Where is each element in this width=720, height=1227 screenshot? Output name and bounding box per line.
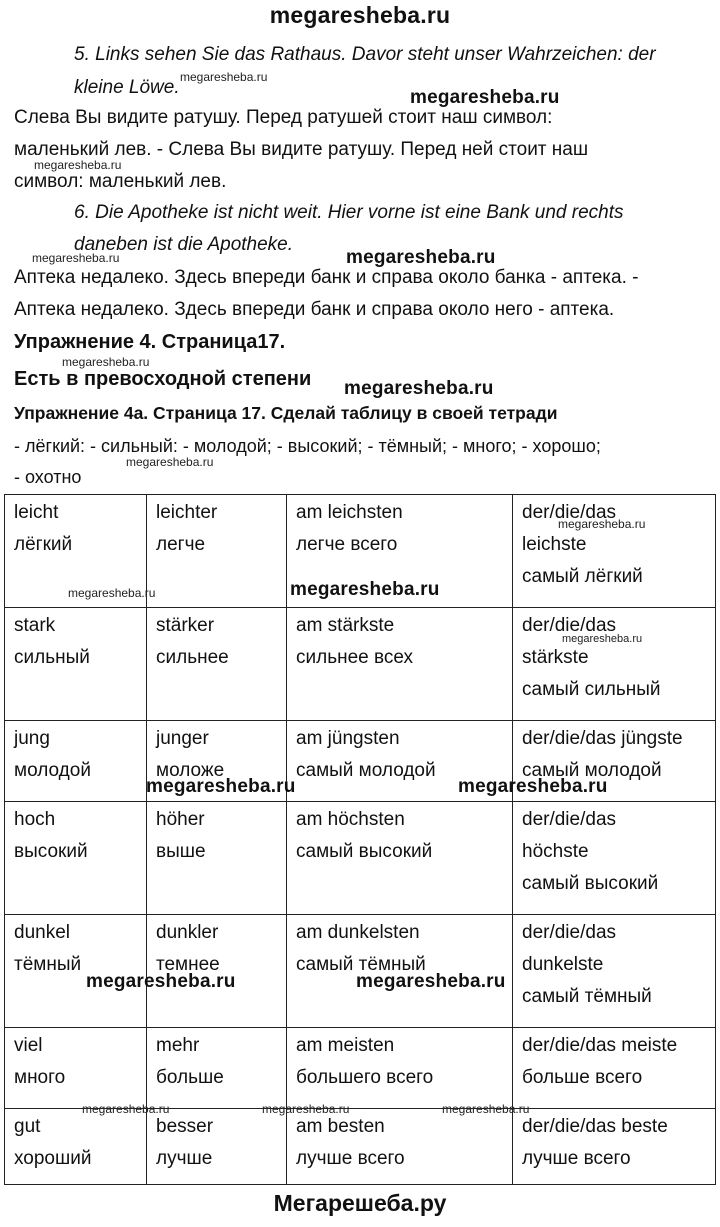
watermark: megaresheba.ru: [558, 517, 646, 531]
table-row: [5, 608, 716, 721]
item6-german-line-2: daneben ist die Apotheke.: [74, 234, 294, 255]
table-cell-comparative: junger моложе: [147, 721, 287, 802]
table-cell-superlative-article: der/die/das stärkste самый сильный: [513, 608, 716, 721]
table-cell-comparative: dunkler темнее: [147, 915, 287, 1028]
exercise4a-words-line-1: - лёгкий: - сильный: - молодой; - высокий; - тёмный; - много; - хорошо;: [14, 436, 601, 456]
footer-title: Мегарешеба.ру: [273, 1190, 447, 1216]
watermark: megaresheba.ru: [262, 1102, 350, 1116]
table-cell-positive: hoch высокий: [5, 802, 147, 915]
table-cell-superlative-am: am besten лучше всего: [287, 1109, 513, 1185]
exercise4a-heading: Упражнение 4a. Страница 17. Сделай таблицу в своей тетради: [14, 403, 558, 423]
table-cell-positive: stark сильный: [5, 608, 147, 721]
watermark: megaresheba.ru: [356, 971, 506, 992]
watermark: megaresheba.ru: [442, 1102, 530, 1116]
table-row: [5, 1028, 716, 1109]
watermark: megaresheba.ru: [562, 633, 643, 645]
exercise4-subheading: Есть в превосходной степени: [14, 368, 312, 390]
table-cell-superlative-article: der/die/das jüngste самый молодой: [513, 721, 716, 802]
table-cell-superlative-am: am höchsten самый высокий: [287, 802, 513, 915]
table-cell-comparative: mehr больше: [147, 1028, 287, 1109]
table-cell-superlative-am: am jüngsten самый молодой: [287, 721, 513, 802]
table-cell-positive: viel много: [5, 1028, 147, 1109]
table-cell-comparative: höher выше: [147, 802, 287, 915]
table-cell-superlative-article: der/die/das höchste самый высокий: [513, 802, 716, 915]
item6-russian-line-1: Аптека недалеко. Здесь впереди банк и справа около банка - аптека. -: [14, 267, 639, 288]
watermark: megaresheba.ru: [344, 378, 494, 399]
table-cell-superlative-article: der/die/das leichste самый лёгкий: [513, 495, 716, 608]
table-cell-comparative: leichter легче: [147, 495, 287, 608]
table-cell-positive: leicht лёгкий: [5, 495, 147, 608]
site-title: megaresheba.ru: [269, 2, 451, 28]
watermark: megaresheba.ru: [146, 776, 296, 797]
item5-russian-line-2: маленький лев. - Слева Вы видите ратушу. Перед ней стоит наш: [14, 139, 589, 160]
item5-russian-line-1: Слева Вы видите ратушу. Перед ратушей стоит наш символ:: [14, 107, 553, 128]
table-row: [5, 721, 716, 802]
table-cell-positive: dunkel тёмный: [5, 915, 147, 1028]
watermark: megaresheba.ru: [290, 579, 440, 600]
watermark: megaresheba.ru: [86, 971, 236, 992]
watermark: megaresheba.ru: [180, 70, 268, 84]
item5-russian-line-3: символ: маленький лев.: [14, 171, 227, 192]
table-row: [5, 802, 716, 915]
item6-russian-line-2: Аптека недалеко. Здесь впереди банк и справа около него - аптека.: [14, 299, 615, 320]
table-cell-comparative: besser лучше: [147, 1109, 287, 1185]
watermark: megaresheba.ru: [34, 158, 122, 172]
table-cell-positive: jung молодой: [5, 721, 147, 802]
table-cell-comparative: stärker сильнее: [147, 608, 287, 721]
table-cell-superlative-article: der/die/das dunkelste самый тёмный: [513, 915, 716, 1028]
item5-german-line-1: 5. Links sehen Sie das Rathaus. Davor steht unser Wahrzeichen: der: [74, 44, 656, 65]
adjective-comparison-table: [4, 494, 716, 1185]
watermark: megaresheba.ru: [346, 247, 496, 268]
watermark: megaresheba.ru: [126, 455, 214, 469]
table-cell-superlative-article: der/die/das beste лучше всего: [513, 1109, 716, 1185]
watermark: megaresheba.ru: [32, 251, 120, 265]
exercise4-heading: Упражнение 4. Страница17.: [14, 331, 286, 353]
watermark: megaresheba.ru: [82, 1102, 170, 1116]
table-cell-superlative-am: am meisten большего всего: [287, 1028, 513, 1109]
watermark: megaresheba.ru: [68, 586, 156, 600]
exercise4a-words-line-2: - охотно: [14, 467, 82, 487]
table-cell-superlative-article: der/die/das meiste больше всего: [513, 1028, 716, 1109]
table-row: [5, 915, 716, 1028]
item6-german-line-1: 6. Die Apotheke ist nicht weit. Hier vorne ist eine Bank und rechts: [74, 202, 624, 223]
table-row: [5, 495, 716, 608]
watermark: megaresheba.ru: [458, 776, 608, 797]
table-row: [5, 1109, 716, 1185]
table-cell-superlative-am: am dunkelsten самый тёмный: [287, 915, 513, 1028]
item5-german-line-2: kleine Löwe.: [74, 77, 180, 98]
table-cell-positive: gut хороший: [5, 1109, 147, 1185]
watermark: megaresheba.ru: [62, 355, 150, 369]
watermark: megaresheba.ru: [410, 87, 560, 108]
table-cell-superlative-am: am stärkste сильнее всех: [287, 608, 513, 721]
table-cell-superlative-am: am leichsten легче всего: [287, 495, 513, 608]
